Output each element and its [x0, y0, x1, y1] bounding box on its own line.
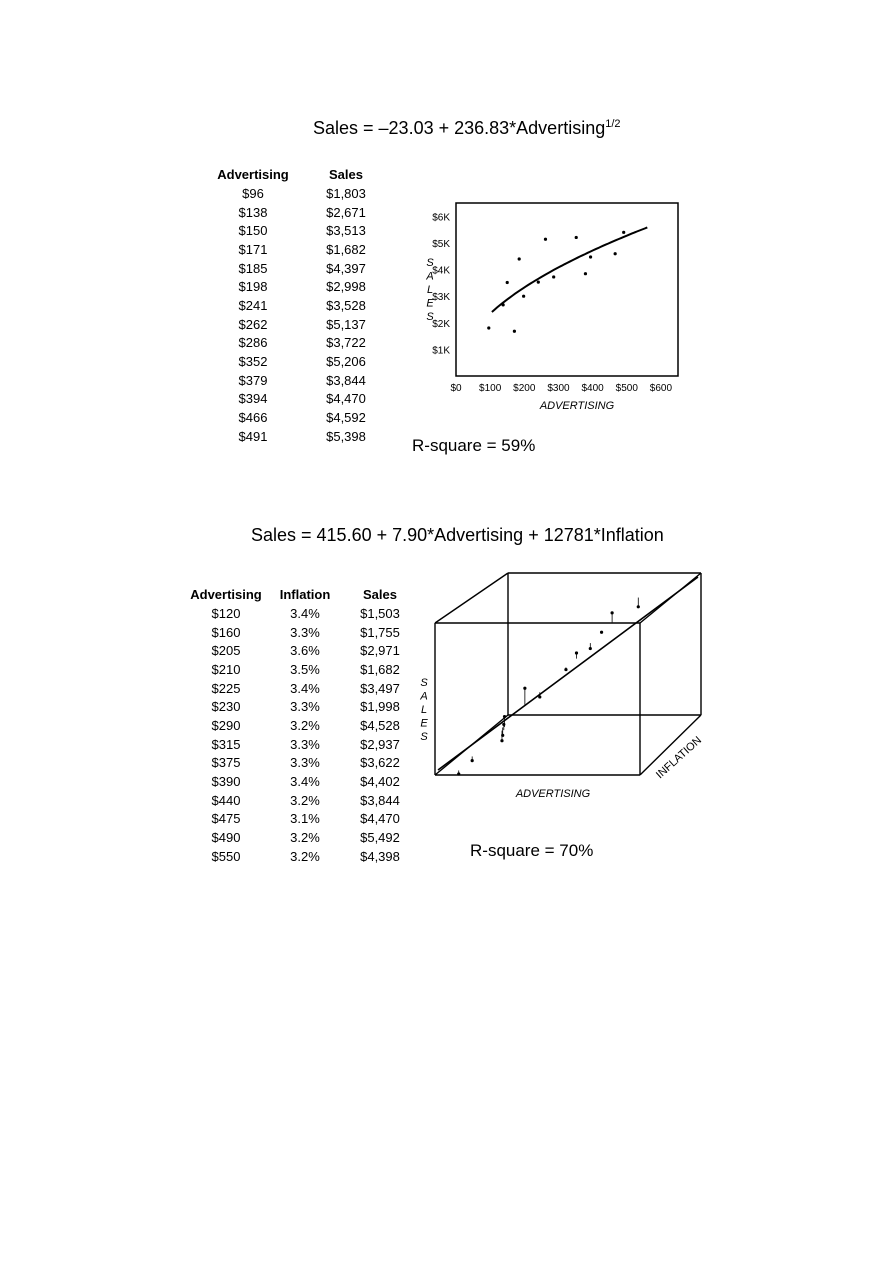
cell-advertising: $185	[238, 260, 268, 276]
cell-sales: $1,998	[360, 699, 400, 715]
cell-advertising: $241	[238, 297, 268, 313]
cell-advertising: $198	[238, 279, 268, 295]
cell-sales: $3,497	[360, 680, 400, 696]
y-tick-label: $3K	[432, 292, 450, 304]
cell-sales: $5,137	[326, 316, 366, 332]
cell-advertising: $352	[238, 354, 268, 370]
sales-vs-advertising-chart	[400, 195, 690, 425]
table-row	[210, 390, 396, 409]
table-row	[210, 277, 396, 296]
cell-advertising: $225	[211, 680, 241, 696]
cell-sales: $4,470	[360, 811, 400, 827]
table-row	[210, 184, 396, 203]
z-axis-label: INFLATION	[653, 734, 705, 782]
top-equation: Sales = –23.03 + 236.83*Advertising$^{1/2}$	[313, 118, 621, 138]
cell-inflation: 3.2%	[290, 830, 320, 846]
y-axis-label-letter: E	[420, 717, 428, 730]
cell-sales: $3,528	[326, 297, 366, 313]
data-point	[575, 236, 578, 239]
data-point	[589, 255, 592, 258]
sales-advertising-inflation-3d-chart	[408, 565, 718, 805]
cell-advertising: $440	[211, 792, 241, 808]
cell-sales: $4,528	[360, 717, 400, 733]
cell-inflation: 3.3%	[290, 624, 320, 640]
data-point	[637, 605, 640, 608]
data-point	[522, 295, 525, 298]
data-point	[584, 272, 587, 275]
cell-advertising: $160	[211, 624, 241, 640]
x-axis-label: ADVERTISING	[539, 400, 615, 412]
cell-sales: $2,937	[360, 736, 400, 752]
cell-advertising: $390	[211, 774, 241, 790]
cell-sales: $4,592	[326, 410, 366, 426]
data-point	[614, 252, 617, 255]
data-point	[503, 715, 506, 718]
x-tick-label: $400	[581, 383, 604, 394]
cell-sales: $4,397	[326, 260, 366, 276]
data-point	[600, 631, 603, 634]
cell-inflation: 3.4%	[290, 680, 320, 696]
table-row	[186, 716, 416, 735]
cell-advertising: $286	[238, 335, 268, 351]
table-row	[210, 203, 396, 222]
cell-advertising: $210	[211, 661, 241, 677]
column-header-sales: Sales	[363, 586, 397, 602]
cell-inflation: 3.2%	[290, 792, 320, 808]
cell-inflation: 3.4%	[290, 605, 320, 621]
cell-advertising: $171	[238, 241, 268, 257]
table-row	[186, 828, 416, 847]
y-tick-label: $1K	[432, 345, 450, 357]
cell-sales: $2,671	[326, 204, 366, 220]
cell-advertising: $394	[238, 391, 268, 407]
column-header-advertising: Advertising	[190, 586, 262, 602]
table-row	[210, 296, 396, 315]
cell-sales: $4,398	[360, 848, 400, 864]
table-row	[186, 847, 416, 866]
data-point	[523, 687, 526, 690]
x-tick-label: $500	[615, 383, 638, 394]
table-row	[210, 221, 396, 240]
cell-advertising: $96	[242, 185, 264, 201]
cell-advertising: $138	[238, 204, 268, 220]
table-row	[210, 352, 396, 371]
table-header-row	[210, 164, 396, 184]
cell-sales: $1,682	[360, 661, 400, 677]
box-edge	[435, 573, 508, 623]
x-tick-label: $300	[547, 383, 570, 394]
cell-advertising: $550	[211, 848, 241, 864]
table-row	[210, 334, 396, 353]
cell-inflation: 3.4%	[290, 774, 320, 790]
cell-inflation: 3.2%	[290, 717, 320, 733]
x-tick-label: $100	[479, 383, 502, 394]
table-row	[186, 791, 416, 810]
cell-advertising: $315	[211, 736, 241, 752]
table-row	[186, 604, 416, 623]
table-row	[186, 660, 416, 679]
table-row	[186, 772, 416, 791]
cell-sales: $4,402	[360, 774, 400, 790]
cell-sales: $4,470	[326, 391, 366, 407]
cell-inflation: 3.3%	[290, 699, 320, 715]
cell-sales: $1,503	[360, 605, 400, 621]
table-row	[186, 754, 416, 773]
data-point	[537, 281, 540, 284]
top-r-square: R-square = 59%	[412, 436, 536, 455]
table-row	[210, 371, 396, 390]
cell-inflation: 3.3%	[290, 755, 320, 771]
cell-inflation: 3.5%	[290, 661, 320, 677]
x-axis-label: ADVERTISING	[515, 788, 591, 800]
table-row	[210, 408, 396, 427]
y-axis-label-letter: L	[420, 704, 428, 716]
data-point	[544, 238, 547, 241]
x-tick-label: $600	[649, 383, 673, 394]
table-row	[186, 810, 416, 829]
data-point	[471, 759, 474, 762]
cell-advertising: $290	[211, 717, 241, 733]
data-point	[457, 772, 460, 775]
cell-sales: $2,971	[360, 643, 400, 659]
table-row	[210, 240, 396, 259]
table-row	[210, 259, 396, 278]
cell-sales: $3,844	[326, 372, 366, 388]
table-row	[186, 679, 416, 698]
table-header-row	[186, 584, 416, 604]
cell-sales: $3,844	[360, 792, 400, 808]
cell-advertising: $230	[211, 699, 241, 715]
cell-inflation: 3.3%	[290, 736, 320, 752]
table-row	[210, 427, 396, 446]
fit-plane-line	[438, 577, 698, 770]
data-point	[500, 739, 503, 742]
cell-advertising: $120	[211, 605, 241, 621]
data-point	[506, 281, 509, 284]
cell-sales: $5,206	[326, 354, 366, 370]
bottom-r-square: R-square = 70%	[470, 841, 594, 860]
top-data-table	[210, 164, 396, 446]
data-point	[564, 668, 567, 671]
data-point	[487, 326, 490, 329]
cell-sales: $1,682	[326, 241, 366, 257]
y-tick-label: $6K	[432, 212, 450, 224]
y-axis-label-letter: L	[426, 284, 434, 296]
cell-advertising: $490	[211, 830, 241, 846]
table-row	[186, 697, 416, 716]
data-point	[513, 330, 516, 333]
cell-sales: $3,722	[326, 335, 366, 351]
y-tick-label: $2K	[432, 318, 450, 330]
column-header-advertising: Advertising	[217, 166, 289, 182]
y-axis-label-letter: A	[420, 690, 428, 703]
y-axis-label-letter: S	[426, 257, 434, 269]
column-header-inflation: Inflation	[279, 586, 331, 602]
data-point	[622, 231, 625, 234]
cell-advertising: $475	[211, 811, 241, 827]
y-tick-label: $5K	[432, 238, 450, 250]
y-axis-label-letter: S	[420, 731, 428, 743]
y-axis-label-letter: E	[426, 297, 434, 310]
table-row	[186, 623, 416, 642]
data-point	[502, 303, 505, 306]
bottom-equation: Sales = 415.60 + 7.90*Advertising + 12781*Inflation	[251, 525, 664, 545]
cell-inflation: 3.2%	[290, 848, 320, 864]
data-point	[611, 611, 614, 614]
y-tick-label: $4K	[432, 265, 450, 277]
cell-advertising: $150	[238, 223, 268, 239]
cell-sales: $1,755	[360, 624, 400, 640]
data-point	[552, 275, 555, 278]
data-point	[575, 651, 578, 654]
data-point	[538, 695, 541, 698]
cell-sales: $5,492	[360, 830, 400, 846]
data-point	[518, 257, 521, 260]
data-point	[589, 647, 592, 650]
fit-curve	[492, 227, 647, 312]
table-row	[186, 735, 416, 754]
data-point	[501, 734, 504, 737]
table-row	[186, 641, 416, 660]
cell-advertising: $379	[238, 372, 268, 388]
cell-advertising: $205	[211, 643, 241, 659]
cell-advertising: $262	[238, 316, 268, 332]
cell-inflation: 3.1%	[290, 811, 320, 827]
y-axis-label-letter: S	[426, 311, 434, 323]
cell-sales: $5,398	[326, 428, 366, 444]
cell-inflation: 3.6%	[290, 643, 320, 659]
cell-advertising: $375	[211, 755, 241, 771]
cell-advertising: $466	[238, 410, 268, 426]
y-axis-label-letter: S	[420, 677, 428, 689]
cell-sales: $2,998	[326, 279, 366, 295]
cell-sales: $3,622	[360, 755, 400, 771]
column-header-sales: Sales	[329, 166, 363, 182]
cell-advertising: $491	[238, 428, 268, 444]
bottom-data-table	[186, 584, 416, 866]
x-tick-label: $0	[450, 383, 462, 394]
cell-sales: $3,513	[326, 223, 366, 239]
cell-sales: $1,803	[326, 185, 366, 201]
y-axis-label-letter: A	[426, 270, 434, 283]
x-tick-label: $200	[513, 383, 536, 394]
table-row	[210, 315, 396, 334]
